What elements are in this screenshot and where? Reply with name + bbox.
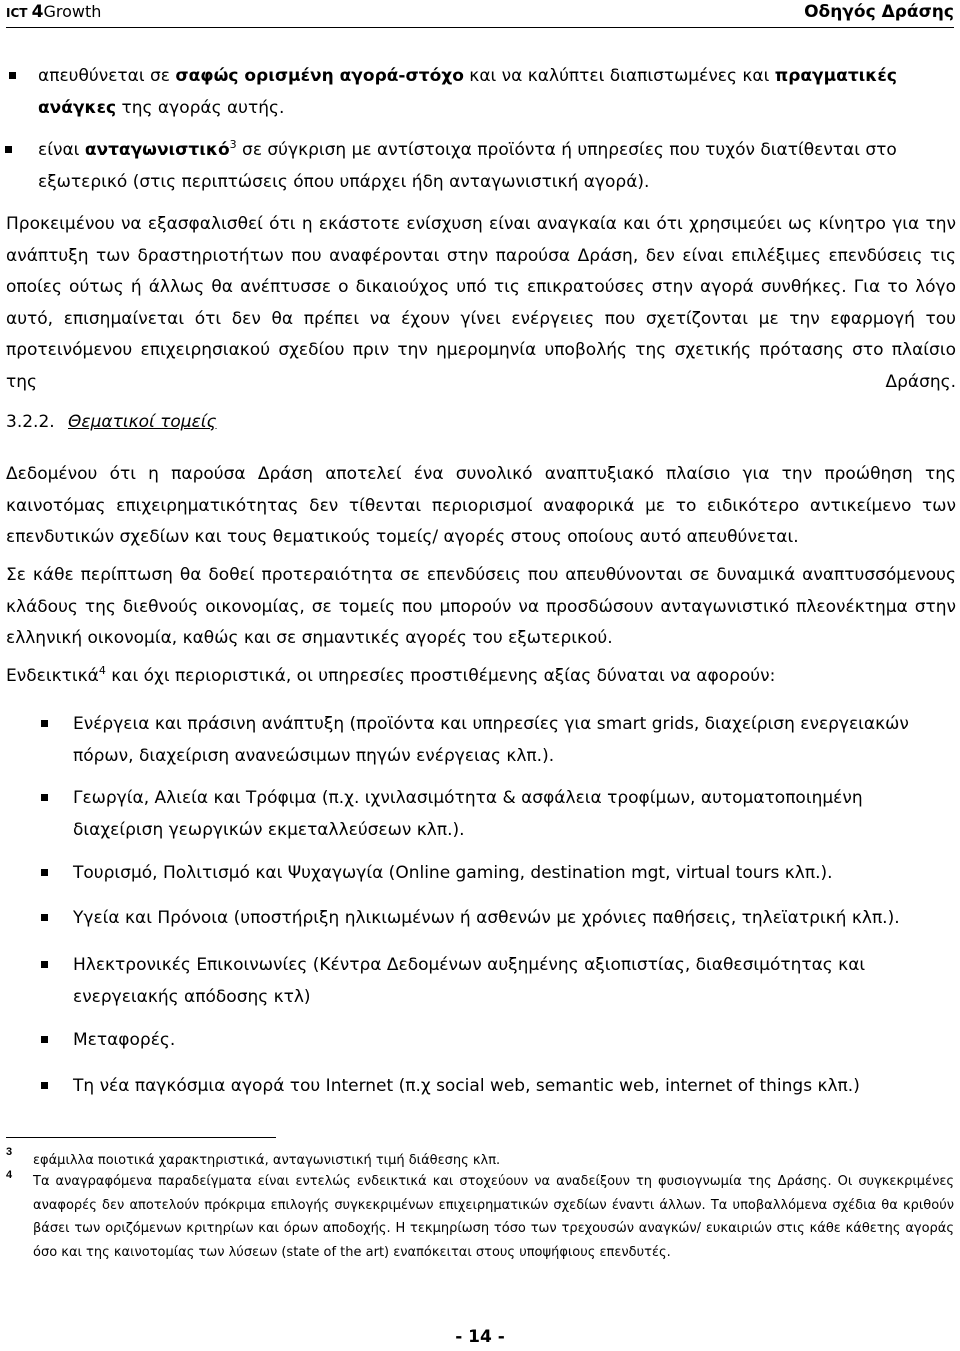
square-bullet-icon bbox=[41, 1082, 48, 1089]
paragraph-indicative: Ενδεικτικά$^4$ και όχι περιοριστικά, οι υπηρεσίες προστιθέμενης αξίας δύναται να αφορούν: bbox=[6, 664, 776, 686]
footnote-text: εφάμιλλα ποιοτικά χαρακτηριστικά, ανταγωνιστική τιμή διάθεσης κλπ. bbox=[33, 1153, 501, 1168]
square-bullet-icon bbox=[41, 794, 48, 801]
paragraph-framework: Δεδομένου ότι η παρούσα Δράση αποτελεί ένα συνολικό αναπτυξιακό πλαίσιο για την προώθηση της καινοτόμας επιχειρηματικότητας δεν τίθενται περιορισμοί αναφορικά με το ειδικότερο αντικείμενο των επενδυτικών σχεδίων και τους θεματικούς τομείς/ αγορές στους οποίους αυτό απευθύνεται. bbox=[6, 464, 956, 547]
list-item: Ενέργεια και πράσινη ανάπτυξη (προϊόντα και υπηρεσίες για smart grids, διαχείριση ενεργειακών πόρων, διαχείριση ανανεώσιμων πηγών ενέργειας κλπ.). bbox=[73, 709, 955, 772]
square-bullet-icon bbox=[41, 914, 48, 921]
header-doc-title: Οδηγός Δράσης bbox=[804, 2, 954, 22]
page-number: - 14 - bbox=[455, 1327, 505, 1347]
section-heading bbox=[6, 407, 217, 438]
square-bullet-icon bbox=[5, 146, 12, 153]
square-bullet-icon bbox=[41, 961, 48, 968]
list-item: Τη νέα παγκόσμια αγορά του Internet (π.χ social web, semantic web, internet of things κλπ.) bbox=[73, 1071, 955, 1103]
page-header bbox=[6, 0, 954, 28]
list-item: είναι ανταγωνιστικό$^3$ σε σύγκριση με αντίστοιχα προϊόντα ή υπηρεσίες που τυχόν διατίθενται στο εξωτερικό (στις περιπτώσεις όπου υπάρχει ήδη ανταγωνιστική αγορά). bbox=[38, 135, 956, 198]
brand-number: 4 bbox=[31, 2, 44, 22]
paragraph-eligibility: Προκειμένου να εξασφαλισθεί ότι η εκάστοτε ενίσχυση είναι αναγκαία και ότι χρησιμεύει ως κίνητρο για την ανάπτυξη των δραστηριοτήτων που αναφέρονται στην παρούσα Δράση, δεν είναι επιλέξιμες επενδύσεις τις οποίες ούτως ή άλλως θα ανέπτυσσε ο δικαιούχος υπό τις επικρατούσες στην αγορά συνθήκες. Για το λόγο αυτό, επισημαίνεται ότι δεν θα πρέπει να έχουν γίνει ενέργειες που σχετίζονται με την εφαρμογή του προτεινόμενου επιχειρησιακού σχεδίου πριν την ημερομηνία υποβολής της σχετικής πρότασης στο πλαίσιο της Δράσης. bbox=[6, 214, 956, 392]
footnote-text: Τα αναγραφόμενα παραδείγματα είναι εντελώς ενδεικτικά και στοχεύουν να αναδείξουν τη φυσιογνωμία της Δράσης. Οι συγκεκριμένες αναφορές δεν αποτελούν πρόκριμα επιλογής συγκεκριμένων επιχειρηματικών σχεδίων έναντι άλλων. Τα υποβαλλόμενα σχέδια θα κριθούν βάσει των οριζόμενων κριτηρίων και όρων αποδοχής. Η τεκμηρίωση τόσο των τρεχουσών αναγκών/ ευκαιριών στις κάθε κάθετης αγοράς όσο και της καινοτομίας των λύσεων (state of the art) εναπόκειται στους υποψήφιους επενδυτές. bbox=[33, 1174, 954, 1260]
list-item: απευθύνεται σε σαφώς ορισμένη αγορά-στόχο και να καλύπτει διαπιστωμένες και πραγματικές ανάγκες της αγοράς αυτής. bbox=[38, 61, 956, 124]
footnote-ref: 4 bbox=[98, 664, 106, 677]
brand-prefix: ICT bbox=[6, 6, 32, 20]
list-item: Ηλεκτρονικές Επικοινωνίες (Κέντρα Δεδομένων αυξημένης αξιοπιστίας, διαθεσιμότητας και ενεργειακής απόδοσης κτλ) bbox=[73, 950, 955, 1013]
square-bullet-icon bbox=[41, 1036, 48, 1043]
square-bullet-icon bbox=[41, 720, 48, 727]
paragraph-priority: Σε κάθε περίπτωση θα δοθεί προτεραιότητα σε επενδύσεις που απευθύνονται σε δυναμικά αναπτυσσόμενους κλάδους της διεθνούς οικονομίας, σε τομείς που μπορούν να προσδώσουν ανταγωνιστικό πλεονέκτημα στην ελληνική οικονομία, καθώς και σε σημαντικές αγορές του εξωτερικού. bbox=[6, 565, 956, 648]
section-number: 3.2.2. bbox=[6, 412, 55, 432]
footnote-ref: 3 bbox=[229, 138, 237, 151]
footnote-number: 3 bbox=[6, 1146, 13, 1158]
brand-suffix: Growth bbox=[43, 2, 102, 21]
list-item: Μεταφορές. bbox=[73, 1025, 955, 1057]
list-item: Γεωργία, Αλιεία και Τρόφιμα (π.χ. ιχνιλασιμότητα & ασφάλεια τροφίμων, αυτοματοποιημένη διαχείριση γεωργικών εκμεταλλεύσεων κλπ.). bbox=[73, 783, 955, 846]
header-divider bbox=[6, 27, 954, 28]
list-item: Τουρισμό, Πολιτισμό και Ψυχαγωγία (Online gaming, destination mgt, virtual tours κλπ.). bbox=[73, 858, 955, 890]
square-bullet-icon bbox=[9, 72, 16, 79]
square-bullet-icon bbox=[41, 869, 48, 876]
footnote-divider bbox=[6, 1137, 276, 1138]
list-item: Υγεία και Πρόνοια (υποστήριξη ηλικιωμένων ή ασθενών με χρόνιες παθήσεις, τηλεϊατρική κλπ.). bbox=[73, 903, 955, 935]
footnote-number: 4 bbox=[6, 1169, 13, 1181]
header-brand bbox=[6, 0, 101, 25]
section-title: Θεματικοί τομείς bbox=[68, 412, 217, 432]
